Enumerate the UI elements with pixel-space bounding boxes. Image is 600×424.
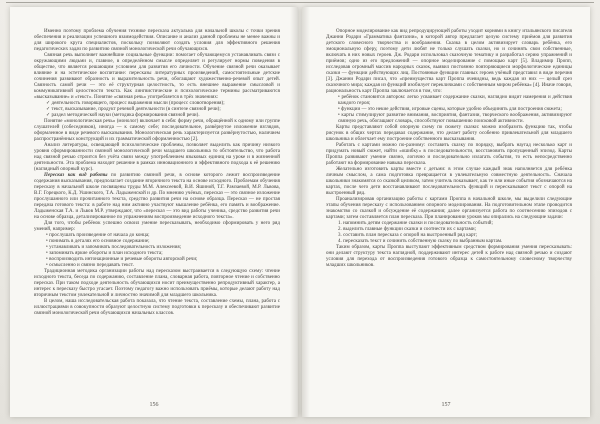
paragraph-text: по развитию связной речи, в основе которого лежит воспроизведение содержания высказывания, предполагает создание вторичного текста на основе исходного. Проблемам обучения пересказу в начальной школе посвящены труды М.М. Алексеевой, В.И. Яшиной, Т.Г. Рамзаевой, М.Р. Львова, В.Г. Горецкого, К.Д. Ушинского, Т.А. Ладыженской и др. По мнению учёных, пересказ — это связное изложение прослушанного или прочитанного текста, средство развития речи на основе образца. Пересказ — не простая передача готового текста: в работе над ним активно участвуют мышление ребёнка, его память и воображение. Ладыженская Т.А. и Львов М.Р. утверждают, что «пересказ — это вид работы ученика, средство развития речи на основе образца, детализированное по упражнениям воспроизведение исходного текста». [34, 173, 280, 220]
numbered-item: 3. составить план пересказа с опорой на выстроенный ряд карт; [338, 233, 478, 238]
paragraph: Традиционная методика организации работы над пересказом выстраивается в следующую схему: чтение исходного текста, беседа по содержанию, составление плана, словарная работа, повторное чтение и собственно пересказ. При таком подходе деятельность обучающихся носит преимущественно репродуктивный характер, а интерес к пересказу быстро угасает. Поэтому педагогу важно использовать приёмы, которые делают работу над вторичным текстом увлекательной и личностно значимой для младшего школьника. [34, 269, 280, 298]
page-number-left: 156 [149, 402, 159, 408]
list-item: • функции — это некие действия, игровые сцены, которые удобно объединять для построения сюжета; [338, 107, 562, 112]
paragraph: Работать с картами можно по-разному: составить сказку по порядку, выбрать наугад несколько карт и придумать новый сюжет, найти «ошибку» в последовательности, восстановить пропущенный эпизод. Карты Проппа развивают умение связно, логично и последовательно излагать события, то есть непосредственно работают на формирование навыка пересказа. [326, 143, 572, 166]
paragraph [34, 173, 280, 221]
list-item: • воспроизводить интонационные и речевые обороты авторской речи; [46, 257, 198, 262]
list-item: ✓ текст, высказывание, продукт речевой деятельности (в синтезе связной речи); [46, 107, 221, 112]
paragraph: Для того, чтобы ребёнок успешно освоил умение пересказывать, необходимо сформировать у него ряд умений, например: [34, 221, 280, 232]
paragraph: Именно поэтому проблема обучения технике пересказа актуальна для начальной школы с точки зрения обеспечения и реализации успешного взаимодействия. Описание и анализ данной проблемы не менее важны и для широкого круга специалистов, поскольку позволяют создать условия для эффективного решения педагогических задач по развитию связной монологической речи обучающихся. [34, 29, 280, 52]
paragraph: Желательно изготовить карты вместе с детьми: в этом случае каждый знак наполняется для ребёнка личным смыслом, а сама подготовка превращается в увлекательную совместную деятельность. Сначала школьники знакомятся со сказкой целиком, затем учитель показывает, как те или иные события обозначаются на картах, после чего дети восстанавливают последовательность функций и пересказывают текст с опорой на выстроенный ряд. [326, 167, 572, 196]
scan-edge-line [6, 2, 594, 3]
list-item: • прослушать произведение от начала до конца; [46, 233, 150, 238]
paragraph: Проанализировав организацию работы с картами Проппа в начальной школе, мы выделили следующие этапы обучения пересказу с использованием опорного моделирования. На подготовительном этапе проводится знакомство со сказкой и обсуждение её содержания; далее организуется работа по соотнесению эпизодов с картами; затем составляется план пересказа. При планировании уроков мы опирались на следующие задачи: [326, 197, 572, 220]
page-spread [10, 7, 590, 417]
term-emphasis: Пересказ как вид работы [44, 173, 108, 178]
page-left-text [34, 29, 280, 317]
list-item: • осмысленно и связно передавать текст. [46, 263, 134, 268]
numbered-item: 4. пересказать текст и сочинить собственную сказку по выбранным картам. [338, 239, 503, 244]
paragraph: Опорное моделирование как вид репродуцирующей работы уходит корнями в книгу итальянского писателя Джанни Родари «Грамматика фантазии», в которой автор предлагает целую систему приёмов для развития детского словесного творчества и воображения. Сказка в целом активизирует словарь ребёнка, его эмоциональную сферу, поэтому дети любят не только слушать сказки, но и сочинять свои собственные, включать в них новых героев. Дж. Родари использовал сказочную тематику и разработал серию упражнений и приёмов; одно из его предложений — опорное моделирование с помощью карт [5]. Владимир Пропп, исследовав огромный массив народных сказок, выявил постоянно повторяющиеся морфологические единицы сказки — функции действующих лиц. Постоянные функции главных героев учёный представил в виде перечня [3]. Джанни Родари писал, что «преимущества карт Проппа очевидны, ведь каждая из них — целый срез сказочного мира; каждая из функций изобилует перекличками с собственным миром ребёнка» [4]. Иначе говоря, рациональность карт Проппа заключается в том, что: [326, 29, 572, 94]
list-item: ✓ деятельность говорящего, процесс выражения мысли (процесс словотворения); [46, 101, 225, 106]
paragraph: Карты представляют собой опорную схему по сюжету сказки: можно изобразить функцию так, чтобы рисунок в общих чертах передавал содержание, что делает работу особенно привлекательной для младшего школьника и облегчает ему построение собственного высказывания. [326, 125, 572, 142]
list-item: • понимать в деталях его основное содержание; [46, 239, 150, 244]
list-item: • устанавливать и запоминать последовательность изложения; [46, 245, 182, 250]
list-item: • карты стимулируют развитие внимания, восприятия, фантазии, творческого воображения, активизируют связную речь, обогащают словарь, способствуют повышению поисковой активности. [338, 113, 572, 124]
numbered-item: 2. выделить главные функции сказки и соотнести их с картами; [338, 227, 477, 232]
paragraph: Понятие «монологическая речь» (монолог) включает в себя: форму речи, обращённой к одному или группе слушателей (собеседников), иногда — к самому себе; последовательное, развёрнутое изложение взглядов, оформленное в виде речевого высказывания. Монологическая речь характеризуется развёрнутостью, наличием распространённых конструкций и их грамматической оформленностью [2]. [34, 119, 280, 142]
paragraph: Анализ литературы, освещающей психологические проблемы, позволяет выделить как причину низкого уровня сформированности связной монологической речи младшего школьника то обстоятельство, что работа над связной речью строится без учёта связи между употреблением языковых единиц на уроке и в жизненной деятельности. Эта проблема находит решение в рамках инновационного и эффективного подхода к её решению (наглядный опорный курс). [34, 143, 280, 172]
list-item: • ребёнок становится автором: легко усваивает содержание сказки, наглядно видит намерения и действия каждого героя; [338, 95, 572, 106]
paragraph: Связная речь выполняет важнейшие социальные функции: помогает обучающемуся устанавливать связи с окружающими людьми и, главное, в определённом смысле определяет и регулирует нормы поведения в обществе, что является решающим условием для развития его личности. Обучение связной речи оказывает влияние и на эстетическое воспитание: пересказы литературных произведений, самостоятельные детские сочинения развивают образность и выразительность речи, обогащают художественно-речевой опыт детей. Связность самой речи — это её структурная целостность, то есть внешнее выражение смысловой и коммуникативной целостности текста. Как лингвистические и психологические термины рассматриваются «высказывание» и «текст». Понятие «связная речь» употребляется в трёх значениях: [34, 53, 280, 100]
page-right-text [326, 29, 572, 269]
numbered-item: 1. напомнить детям содержание сказки и последовательность событий; [338, 221, 493, 226]
paragraph: В целом, наша исследовательская работа показала, что чтение текста, составление схемы, плана, работа с иллюстрациями в совокупности образуют целостную систему подготовки к пересказу и обеспечивают развитие связной монологической речи обучающихся начальных классов. [34, 299, 280, 316]
list-item: • запоминать яркие обороты и план исходного текста; [46, 251, 163, 256]
page-right [302, 7, 590, 417]
page-number-right: 157 [441, 402, 451, 408]
paragraph: Таким образом, карты Проппа выступают эффективным средством формирования умения пересказывать: они делают структуру текста наглядной, поддерживают интерес детей к работе над связной речью и создают условия для перехода от воспроизведения готового образца к самостоятельному словесному творчеству младших школьников. [326, 245, 572, 268]
list-item: ✓ раздел методической науки (методика формирования связной речи). [46, 113, 200, 118]
page-left [10, 7, 298, 417]
